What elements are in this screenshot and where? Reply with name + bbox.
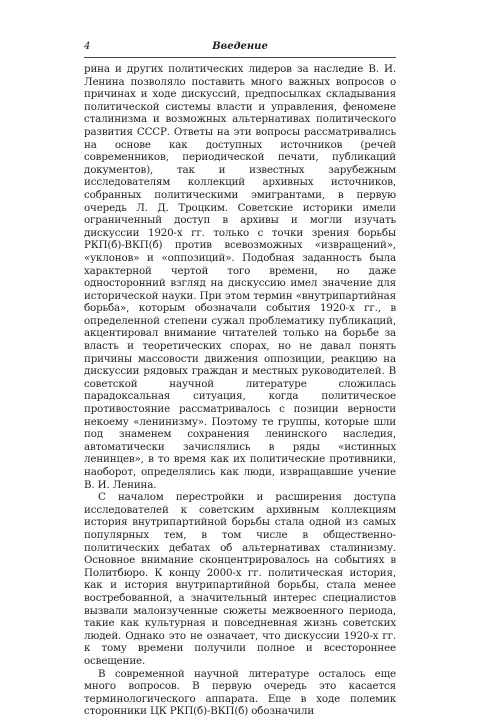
- page-number: 4: [84, 41, 91, 52]
- paragraph-modern-literature: В современной научной литературе осталось еще много вопросов. В первую очередь это касается терминологического аппарата. Еще в ходе полемик сторонники ЦК РКП(б)-ВКП(б) обозначили: [84, 667, 396, 718]
- paragraph-continued: рина и других политических лидеров за наследие В. И. Ленина позволяло поставить много важных вопросов о причинах и ходе дискуссий, предпосылках складывания политической системы власти и управления, феномене сталинизма и возможных альтернативах политического развития СССР. Ответы на эти вопросы рассматривались на основе как доступных источников (речей современников, периодической печати, публикаций документов), так и известных зарубежным исследователям коллекций архивных источников, собранных политическими эмигрантами, в первую очередь Л. Д. Троцким. Советские историки имели ограниченный доступ в архивы и могли изучать дискуссии 1920-х гг. только с точки зрения борьбы РКП(б)-ВКП(б) против всевозможных «извращений», «уклонов» и «оппозиций». Подобная заданность была характерной чертой того времени, но даже односторонний взгляд на дискуссию имел значение для исторической науки. При этом термин «внутрипартийная борьба», которым обозначали события 1920-х гг., в определенной степени сужал проблематику публикаций, акцентировал внимание читателей только на борьбе за власть и теоретических спорах, но не давал понять причины массовости движения оппозиции, реакцию на дискуссии рядовых граждан и местных руководителей. В советской научной литературе сложилась парадоксальная ситуация, когда политическое противостояние рассматривалось с позиции верности некоему «ленинизму». Поэтому те группы, которые шли под знаменем сохранения ленинского наследия, автоматически зачислялись в ряды «истинных ленинцев», в то время как их политические противники, наоборот, определялись как люди, извращавшие учение В. И. Ленина.: [84, 63, 396, 491]
- header-divider: [84, 57, 396, 58]
- paragraph-perestroika: С началом перестройки и расширения доступа исследователей к советским архивным коллекциям история внутрипартийной борьбы стала одной из самых популярных тем, в том числе в общественно-политических дебатах об альтернативах сталинизму. Основное внимание сконцентрировалось на событиях в Политбюро. К концу 2000-х гг. политическая история, как и история внутрипартийной борьбы, стала менее востребованной, а значительный интерес специалистов вызвали малоизученные сюжеты межвоенного периода, такие как культурная и повседневная жизнь советских людей. Однако это не означает, что дискуссии 1920-х гг. к тому времени получили полное и всестороннее освещение.: [84, 491, 396, 667]
- page-header: [84, 40, 396, 56]
- body-text: [84, 63, 396, 718]
- running-title: Введение: [212, 41, 268, 52]
